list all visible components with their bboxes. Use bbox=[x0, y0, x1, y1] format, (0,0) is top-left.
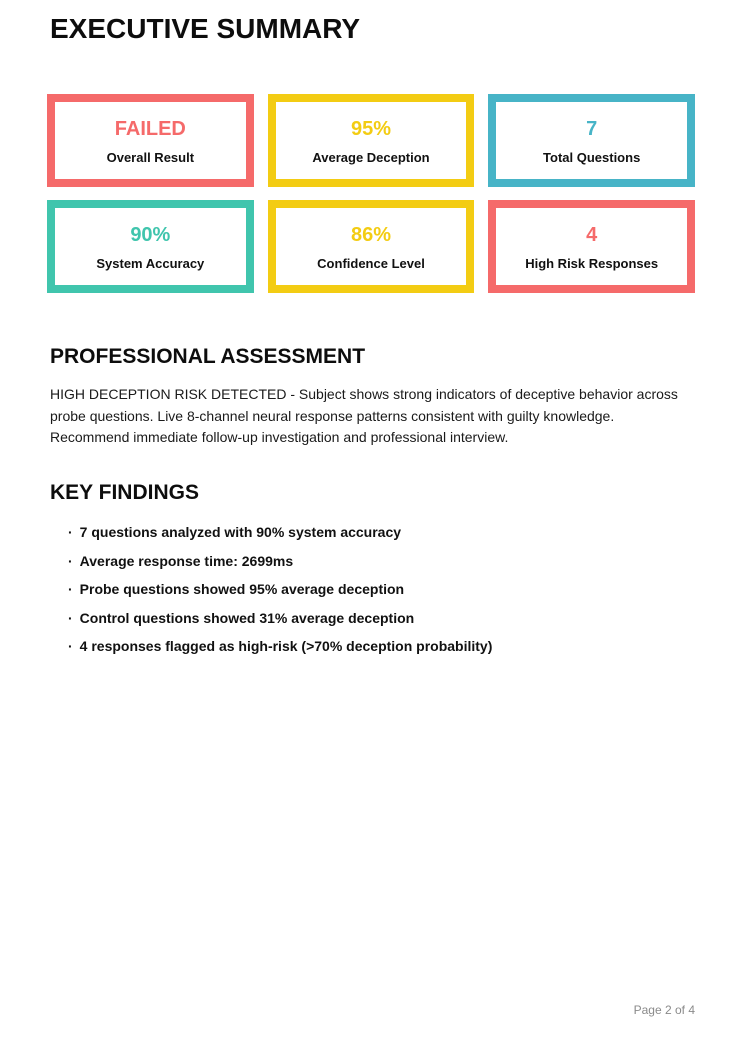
stat-card-confidence-level bbox=[268, 200, 475, 293]
stat-label-confidence-level: Confidence Level bbox=[317, 256, 425, 271]
summary-stats-grid bbox=[47, 94, 695, 293]
stat-label-average-deception: Average Deception bbox=[312, 150, 430, 165]
key-findings-list bbox=[50, 525, 695, 654]
professional-assessment-body: HIGH DECEPTION RISK DETECTED - Subject shows strong indicators of deceptive behavior across probe questions. Live 8-channel neural response patterns consistent with guilty knowledge. Recommend immediate follow-up investigation and professional interview. bbox=[50, 386, 678, 445]
stat-value-system-accuracy: 90% bbox=[130, 224, 171, 246]
professional-assessment-section bbox=[50, 345, 695, 449]
stat-card-overall-result bbox=[47, 94, 254, 187]
stat-value-average-deception: 95% bbox=[350, 118, 391, 140]
page-number: Page 2 of 4 bbox=[633, 1003, 695, 1017]
key-finding-item: · 7 questions analyzed with 90% system accuracy bbox=[68, 525, 695, 540]
page-title: EXECUTIVE SUMMARY bbox=[50, 13, 361, 44]
stat-card-total-questions bbox=[488, 94, 695, 187]
key-finding-item: · Probe questions showed 95% average deception bbox=[68, 582, 695, 597]
stat-card-average-deception bbox=[268, 94, 475, 187]
stat-label-total-questions: Total Questions bbox=[543, 150, 641, 165]
stat-card-system-accuracy bbox=[47, 200, 254, 293]
key-findings-heading: KEY FINDINGS bbox=[50, 481, 199, 504]
stat-value-high-risk-responses: 4 bbox=[586, 224, 598, 246]
key-finding-item: · Average response time: 2699ms bbox=[68, 554, 695, 569]
professional-assessment-heading: PROFESSIONAL ASSESSMENT bbox=[50, 345, 366, 368]
stat-label-high-risk-responses: High Risk Responses bbox=[525, 256, 659, 271]
stat-label-overall-result: Overall Result bbox=[106, 150, 195, 165]
stat-label-system-accuracy: System Accuracy bbox=[96, 256, 205, 271]
stat-value-confidence-level: 86% bbox=[350, 224, 391, 246]
stat-card-high-risk-responses bbox=[488, 200, 695, 293]
stat-value-overall-result: FAILED bbox=[114, 118, 186, 140]
key-finding-item: · Control questions showed 31% average deception bbox=[68, 611, 695, 626]
key-findings-section bbox=[50, 481, 695, 668]
key-finding-item: · 4 responses flagged as high-risk (>70% deception probability) bbox=[68, 639, 695, 654]
stat-value-total-questions: 7 bbox=[586, 118, 598, 140]
